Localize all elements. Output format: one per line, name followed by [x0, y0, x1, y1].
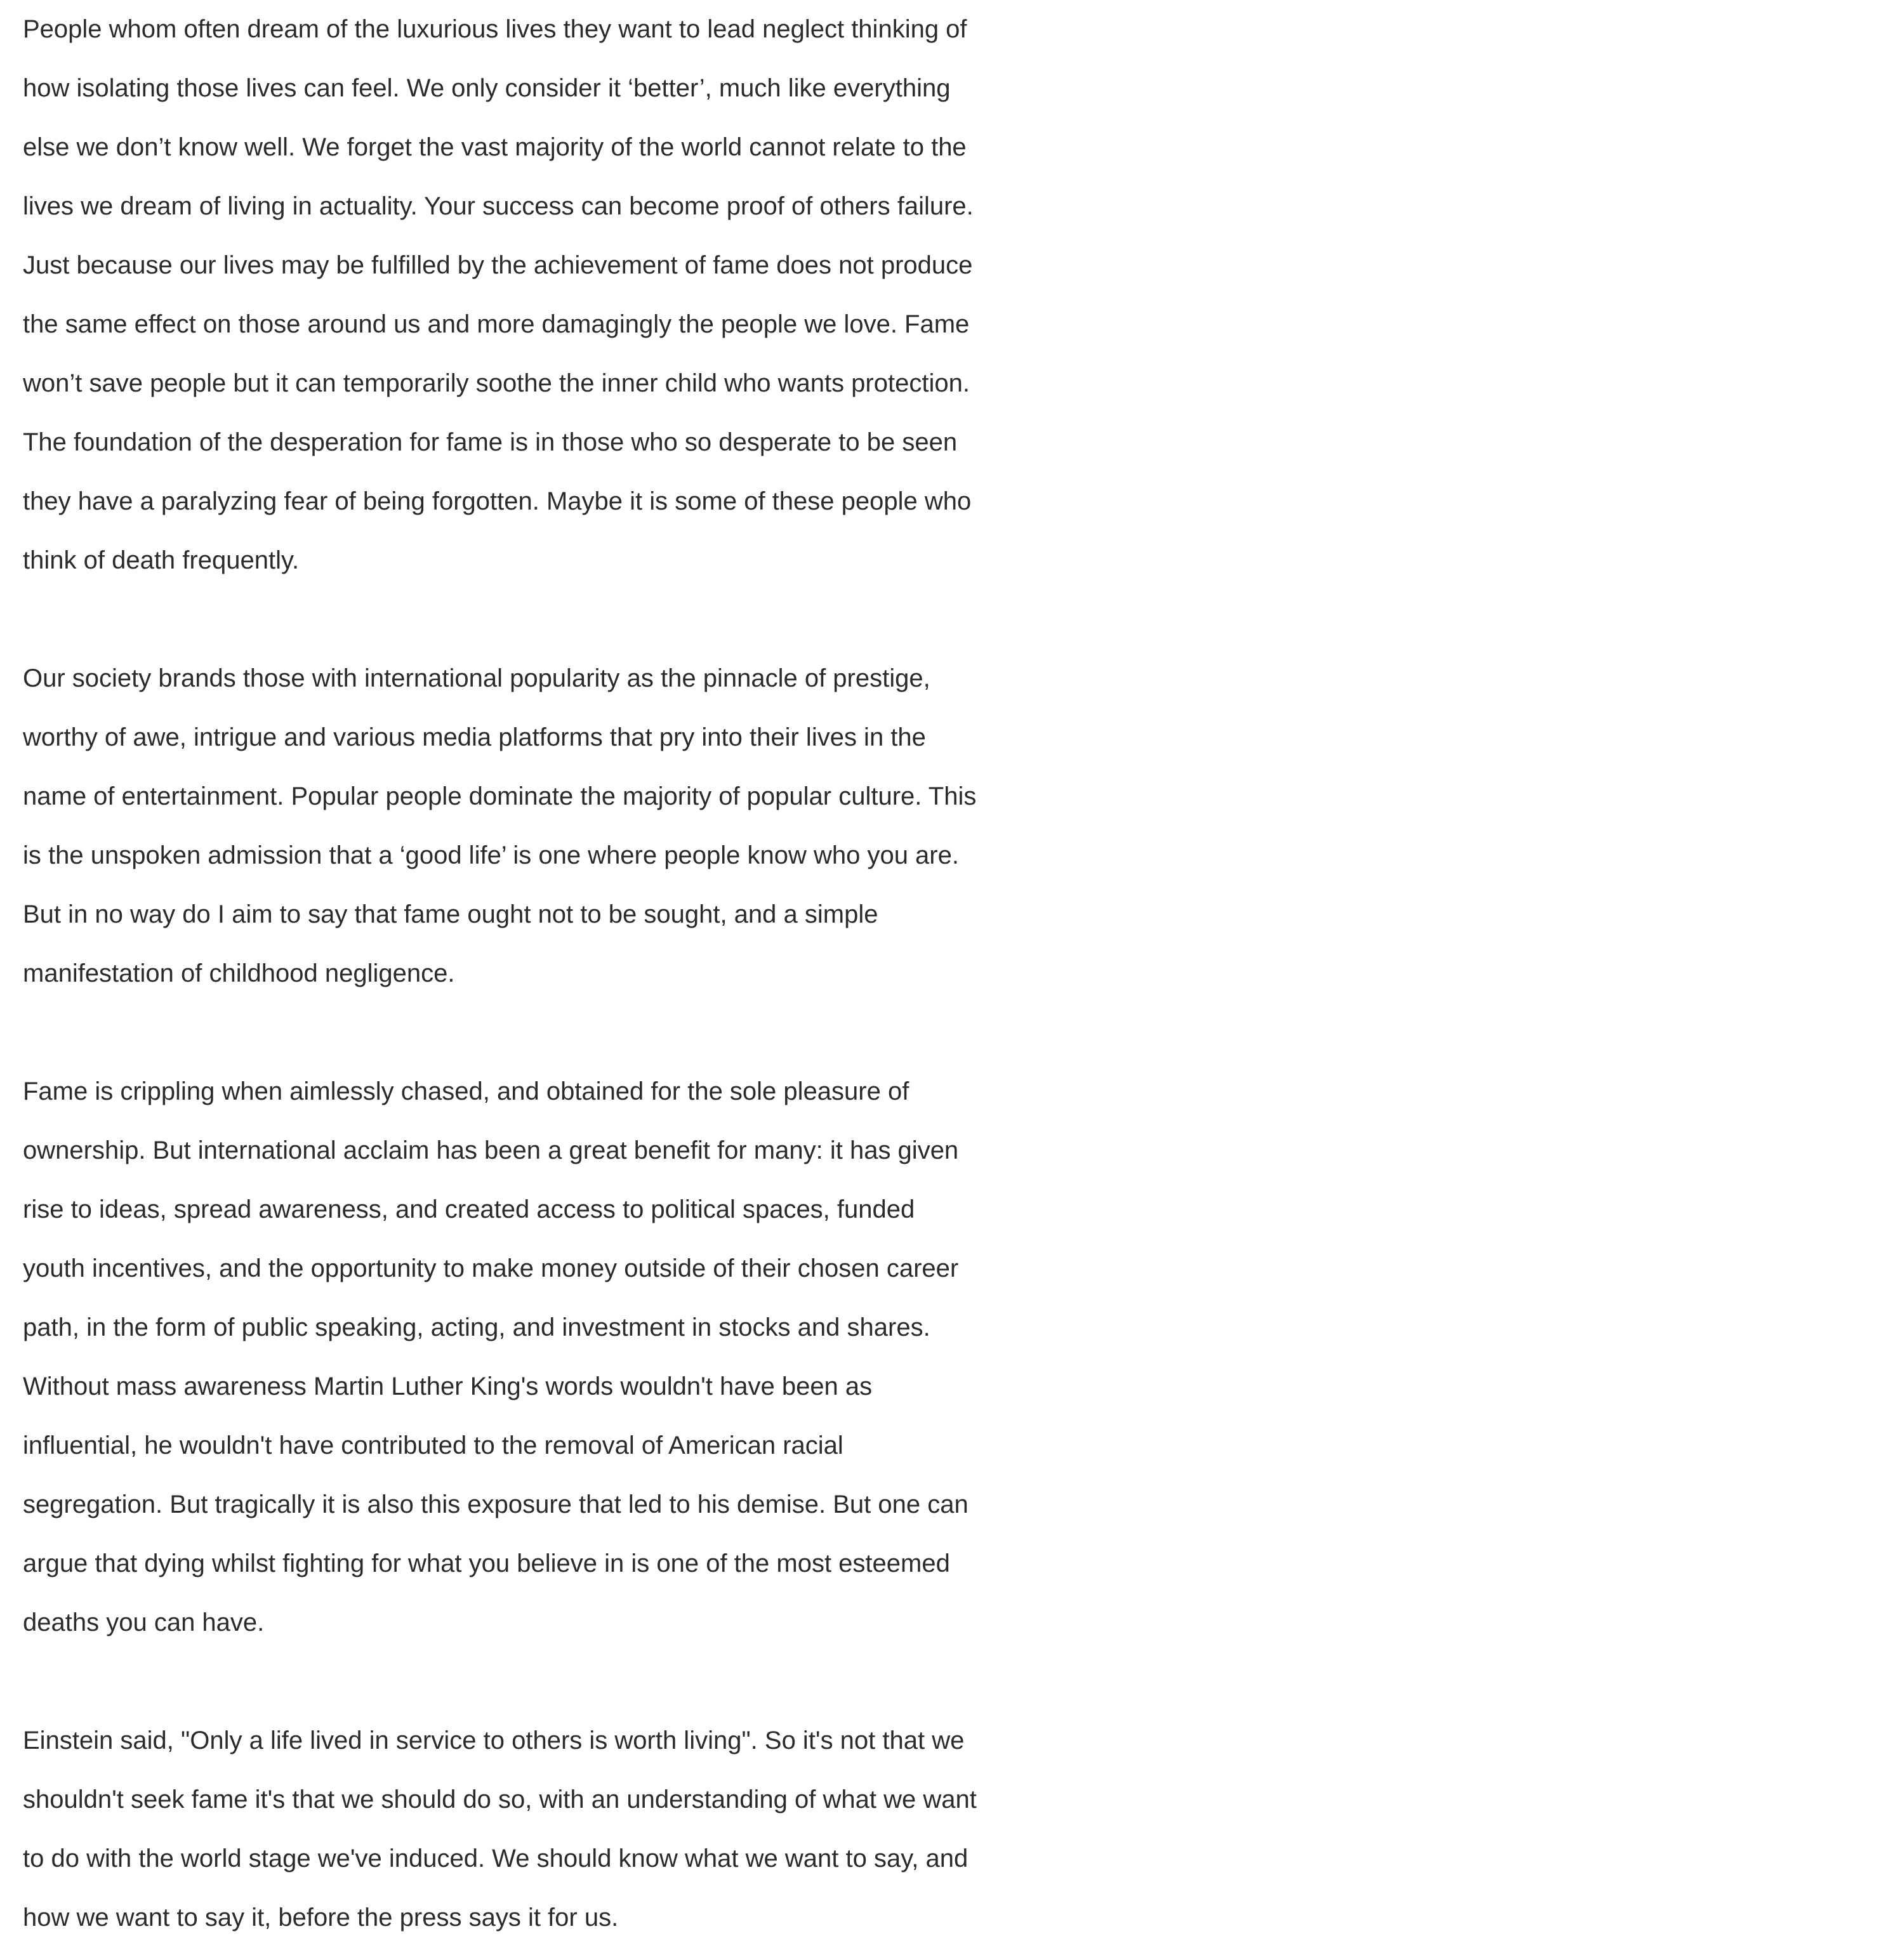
- text-line: Fame is crippling when aimlessly chased, and obtained for the sole pleasure of: [23, 1077, 909, 1105]
- paragraph-1: [23, 0, 1895, 590]
- text-line: ownership. But international acclaim has been a great benefit for many: it has given: [23, 1136, 959, 1164]
- document-body: [23, 0, 1895, 1947]
- paragraph-2: [23, 649, 1895, 1003]
- text-line: is the unspoken admission that a ‘good life’ is one where people know who you are.: [23, 841, 959, 869]
- paragraph-gap: [23, 1003, 1895, 1062]
- text-line: else we don’t know well. We forget the vast majority of the world cannot relate to the: [23, 133, 967, 161]
- text-line: People whom often dream of the luxurious lives they want to lead neglect thinking of: [23, 15, 967, 43]
- paragraph-gap: [23, 590, 1895, 649]
- text-line: name of entertainment. Popular people dominate the majority of popular culture. This: [23, 782, 977, 810]
- text-line: rise to ideas, spread awareness, and created access to political spaces, funded: [23, 1195, 915, 1223]
- text-line: Without mass awareness Martin Luther King's words wouldn't have been as: [23, 1372, 873, 1400]
- text-line: how we want to say it, before the press says it for us.: [23, 1904, 619, 1932]
- text-line: manifestation of childhood negligence.: [23, 959, 455, 987]
- text-line: But in no way do I aim to say that fame ought not to be sought, and a simple: [23, 900, 878, 928]
- text-line: the same effect on those around us and more damagingly the people we love. Fame: [23, 310, 970, 338]
- text-line: to do with the world stage we've induced. We should know what we want to say, and: [23, 1845, 969, 1873]
- text-line: The foundation of the desperation for fame is in those who so desperate to be seen: [23, 428, 958, 456]
- text-line: Einstein said, "Only a life lived in service to others is worth living". So it's not that we: [23, 1727, 965, 1754]
- paragraph-4: [23, 1711, 1895, 1947]
- text-line: path, in the form of public speaking, acting, and investment in stocks and shares.: [23, 1313, 930, 1341]
- text-line: won’t save people but it can temporarily soothe the inner child who wants protection.: [23, 369, 970, 397]
- text-line: influential, he wouldn't have contributed to the removal of American racial: [23, 1432, 843, 1459]
- text-line: think of death frequently.: [23, 546, 300, 574]
- text-line: shouldn't seek fame it's that we should do so, with an understanding of what we want: [23, 1786, 977, 1813]
- paragraph-3: [23, 1062, 1895, 1652]
- text-line: youth incentives, and the opportunity to make money outside of their chosen career: [23, 1254, 959, 1282]
- text-line: they have a paralyzing fear of being forgotten. Maybe it is some of these people who: [23, 487, 972, 515]
- text-line: deaths you can have.: [23, 1609, 265, 1636]
- text-line: how isolating those lives can feel. We only consider it ‘better’, much like everything: [23, 74, 951, 102]
- text-line: segregation. But tragically it is also this exposure that led to his demise. But one can: [23, 1491, 969, 1518]
- text-line: worthy of awe, intrigue and various media platforms that pry into their lives in the: [23, 723, 926, 751]
- paragraph-gap: [23, 1652, 1895, 1711]
- text-line: Just because our lives may be fulfilled by the achievement of fame does not produce: [23, 251, 973, 279]
- text-line: Our society brands those with international popularity as the pinnacle of prestige,: [23, 664, 930, 692]
- text-line: lives we dream of living in actuality. Your success can become proof of others failure.: [23, 192, 974, 220]
- text-line: argue that dying whilst fighting for what you believe in is one of the most esteemed: [23, 1550, 950, 1577]
